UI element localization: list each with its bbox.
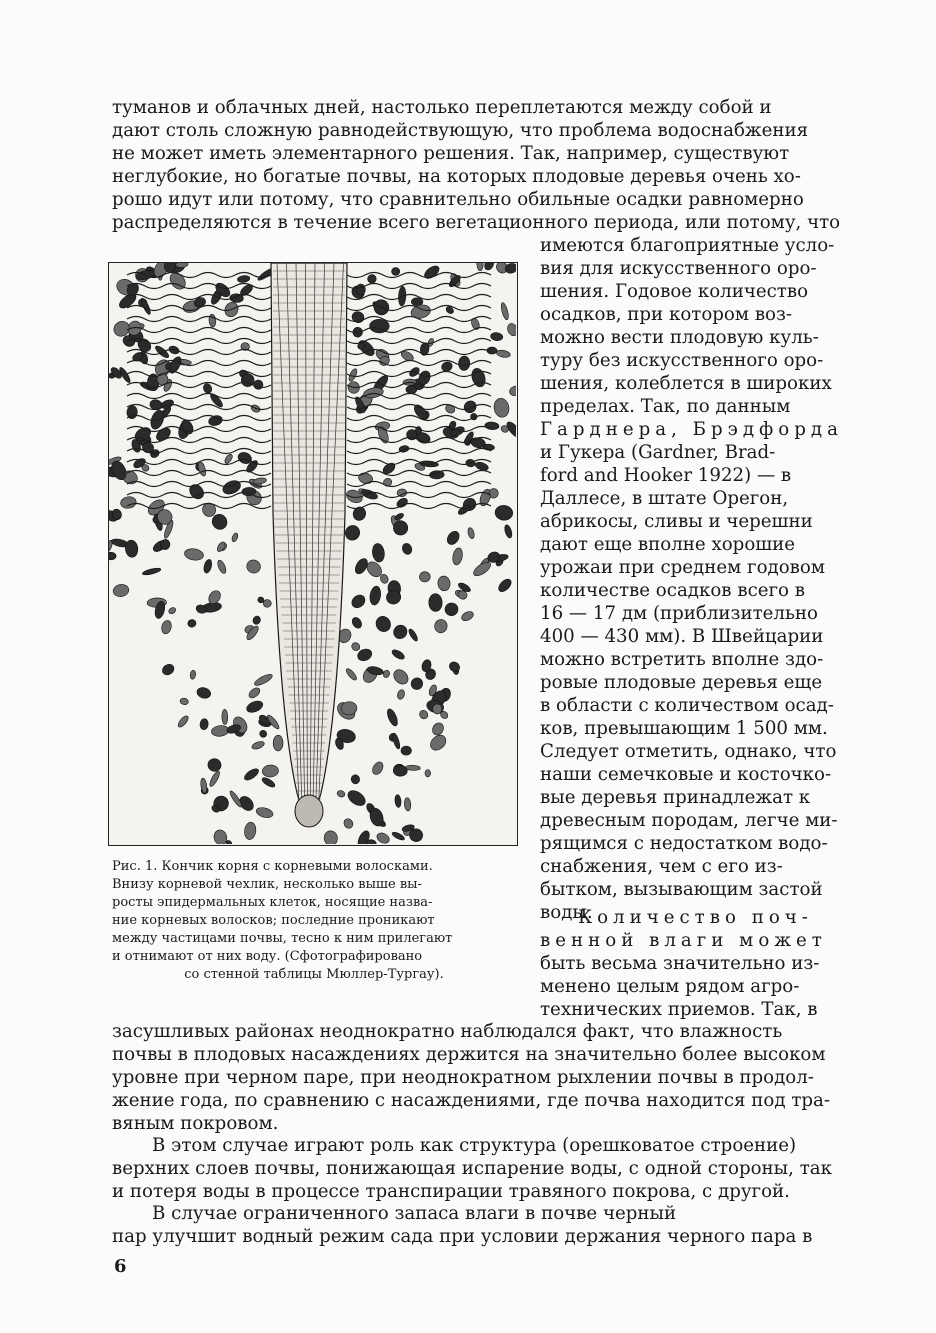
soil-particle [112,583,130,598]
root-hair [127,405,271,410]
text-line: В этом случае играют роль как структура (орешковатое строение) [152,1135,797,1156]
text-line: Гарднера, Брэдфорда [540,419,843,440]
soil-particle [430,721,445,737]
soil-particle [391,667,411,687]
soil-particle [168,606,177,615]
text-line: вые деревья принадлежат к [540,787,811,808]
caption-line: и отнимают от них воду. (Сфотографировано [112,949,423,964]
root-hair [127,361,271,366]
right-column-paragraph-2 [540,906,840,1021]
text-line: ков, превышающим 1 500 мм. [540,718,828,739]
soil-particle [231,532,239,542]
soil-particle [385,707,399,727]
soil-particle [109,552,116,560]
soil-particle [258,729,268,739]
soil-particle [360,488,379,501]
text-line: бытком, вызывающим застой [540,879,823,900]
soil-particle [350,774,361,785]
text-line: туманов и облачных дней, настолько переплетаются между собой и [112,97,772,118]
root-hair [347,328,491,333]
figure-caption [112,858,516,984]
text-line: урожаи при среднем годовом [540,557,826,578]
text-line: Следует отметить, однако, что [540,741,837,762]
text-line: можно вести плодовую куль- [540,327,819,348]
soil-particle [323,830,339,844]
soil-particle [418,709,430,721]
soil-particle [428,593,442,611]
soil-particle [401,542,414,556]
text-line: пределах. Так, по данным [540,396,791,417]
root-hair [347,284,491,289]
text-line: распределяются в течение всего вегетационного периода, или потому, что [112,212,841,233]
soil-particle [494,505,513,522]
text-line: технических приемов. Так, в [540,999,818,1020]
text-line: абрикосы, сливы и черешни [540,511,813,532]
soil-particle [407,628,419,642]
text-line: количестве осадков всего в [540,580,806,601]
right-column-text [540,234,843,924]
soil-particle [367,274,377,284]
soil-particle [222,709,228,724]
soil-particle [350,616,363,630]
soil-particle [440,360,453,372]
caption-line: между частицами почвы, тесно к ним прилегают [112,931,453,946]
soil-particle [404,797,412,811]
caption-line: Внизу корневой чехлик, несколько выше вы- [112,877,422,892]
bottom-paragraph-3 [112,1202,838,1248]
text-line: уровне при черном паре, при неоднократном рыхлении почвы в продол- [112,1067,814,1088]
root-hair [127,504,271,509]
bottom-paragraph-1 [112,1020,838,1135]
soil-particle [203,559,214,574]
soil-particle [434,618,449,633]
text-line: дают столь сложную равнодействующую, что проблема водоснабжения [112,120,809,141]
soil-particle [496,577,513,594]
soil-particle [492,397,510,418]
soil-particle [503,524,513,539]
soil-particle [184,547,205,561]
root-hair [127,394,271,399]
text-line: рошо идут или потому, что сравнительно обильные осадки равномерно [112,189,804,210]
soil-particle [273,735,283,751]
soil-particle [350,641,361,652]
soil-particle [212,828,228,844]
soil-particle [444,601,460,617]
soil-particle [253,672,274,687]
text-line: венной влаги может [540,930,827,951]
soil-particle [208,314,216,327]
soil-particle [252,615,262,626]
soil-particle [375,831,391,844]
text-line: В случае ограниченного запаса влаги в почве черный [152,1203,677,1224]
text-line: воды. [540,902,593,923]
text-line: осадков, при котором воз- [540,304,793,325]
soil-particle [245,699,264,715]
soil-particle [419,571,431,583]
page-number: 6 [114,1256,127,1277]
text-line: наши семечковые и косточко- [540,764,832,785]
soil-particle [411,298,423,306]
soil-particle [245,558,263,576]
root-hair [127,339,271,344]
soil-particle [396,689,405,700]
text-line: дают еще вполне хорошие [540,534,796,555]
soil-particle [409,676,425,692]
soil-particle [422,263,441,280]
text-line: вяным покровом. [112,1113,279,1134]
text-line: имеются благоприятные усло- [540,235,835,256]
soil-particle [428,732,449,753]
caption-line: Рис. 1. Кончик корня с корневыми волосками. [112,859,433,874]
soil-particle [242,487,256,496]
soil-particle [263,599,271,607]
soil-particle [253,477,267,485]
soil-particle [445,529,462,547]
text-line: жение года, по сравнению с насаждениями, где почва находится под тра- [112,1090,831,1111]
text-line: снабжения, чем с его из- [540,856,783,877]
soil-particle [120,496,137,510]
root-hair [347,449,491,454]
root-body [271,263,347,816]
root-hair [127,416,271,421]
text-line: рящимся с недостатком водо- [540,833,828,854]
text-line: 400 — 430 мм). В Швейцарии [540,626,824,647]
soil-particle [196,686,212,700]
soil-particle [336,790,346,799]
text-line: Количество поч- [578,907,813,928]
soil-particle [437,575,451,591]
soil-particle [392,268,400,276]
soil-particle [345,667,359,681]
soil-particle [255,806,274,819]
soil-particle [369,585,382,605]
text-line: туру без искусственного оро- [540,350,824,371]
soil-particle [490,332,503,341]
text-line: в области с количеством осад- [540,695,834,716]
text-line: пар улучшит водный режим сада при условии держания черного пара в [112,1226,813,1247]
text-line: шения. Годовое количество [540,281,809,302]
soil-particle [460,610,475,623]
soil-particle [160,662,176,677]
text-line: ровые плодовые деревья еще [540,672,823,693]
soil-particle [500,302,510,320]
soil-particle [508,384,516,397]
soil-particle [401,746,411,755]
soil-particle [485,422,500,431]
soil-particle [391,622,410,641]
soil-particle [496,349,511,358]
root-tip-figure [108,262,518,846]
soil-particle [391,648,406,661]
soil-particle [237,275,250,283]
root-hair [127,317,271,322]
soil-particle [349,592,367,610]
soil-particle [425,770,431,777]
soil-particle [356,284,365,295]
soil-particle [243,767,261,783]
soil-particle [382,669,390,678]
soil-particle [343,523,363,543]
root-tip-illustration [109,263,516,844]
top-paragraph [112,96,841,234]
soil-particle [467,527,476,539]
caption-line: со стенной таблицы Мюллер-Тургау). [184,967,444,982]
soil-particle [373,614,393,634]
soil-particle [262,764,279,777]
soil-particle [261,776,277,789]
text-line: засушливых районах неоднократно наблюдался факт, что влажность [112,1021,783,1042]
soil-particle [370,760,385,776]
text-line: можно встретить вполне здо- [540,649,824,670]
root-cap [295,795,323,827]
text-line: неглубокие, но богатые почвы, на которых плодовые деревья очень хо- [112,166,801,187]
soil-particle [202,382,213,394]
caption-line: ние корневых волосков; последние проникают [112,913,435,928]
soil-particle [142,567,162,576]
text-line: и Гукера (Gardner, Brad- [540,442,776,463]
root-hair [127,471,271,476]
text-line: ford and Hooker 1922) — в [540,465,792,486]
text-line: вия для искусственного оро- [540,258,817,279]
soil-particle [207,757,223,772]
soil-particle [244,822,257,841]
soil-particle [458,356,470,371]
text-line: почвы в плодовых насаждениях держится на значительно более высоком [112,1044,826,1065]
text-line: менено целым рядом агро- [540,976,800,997]
text-line: не может иметь элементарного решения. Так, например, существуют [112,143,790,164]
text-line: древесным породам, легче ми- [540,810,838,831]
soil-particle [160,619,173,635]
text-line: Даллесе, в штате Орегон, [540,488,789,509]
soil-particle [506,322,516,337]
text-line: быть весьма значительно из- [540,953,820,974]
soil-particle [208,770,221,788]
text-line: шения, колеблется в широких [540,373,832,394]
caption-line: росты эпидермальных клеток, носящие назва- [112,895,433,910]
text-line: 16 — 17 дм (приблизительно [540,603,818,624]
soil-particle [351,310,366,324]
soil-particle [483,263,496,272]
soil-particle [462,398,479,415]
bottom-paragraph-2 [112,1134,838,1203]
soil-particle [199,718,208,730]
soil-particle [451,547,463,566]
soil-particle [448,660,462,673]
soil-particle [190,670,197,680]
root-hair [347,482,491,487]
soil-particle [221,478,243,497]
text-line: и потеря воды в процессе транспирации травяного покрова, с другой. [112,1181,790,1202]
soil-particle [477,263,484,271]
soil-particle [176,714,189,728]
root-hair [127,328,271,333]
text-line: верхних слоев почвы, понижающая испарение воды, с одной стороны, так [112,1158,832,1179]
soil-particle [345,788,368,809]
soil-particle [394,794,401,807]
soil-particle [247,686,262,700]
soil-particle [371,543,385,563]
soil-particle [179,697,189,705]
soil-particle [342,817,355,830]
soil-particle [216,559,227,575]
soil-particle [251,740,265,750]
soil-particle [187,619,197,628]
root-hair [347,372,491,377]
